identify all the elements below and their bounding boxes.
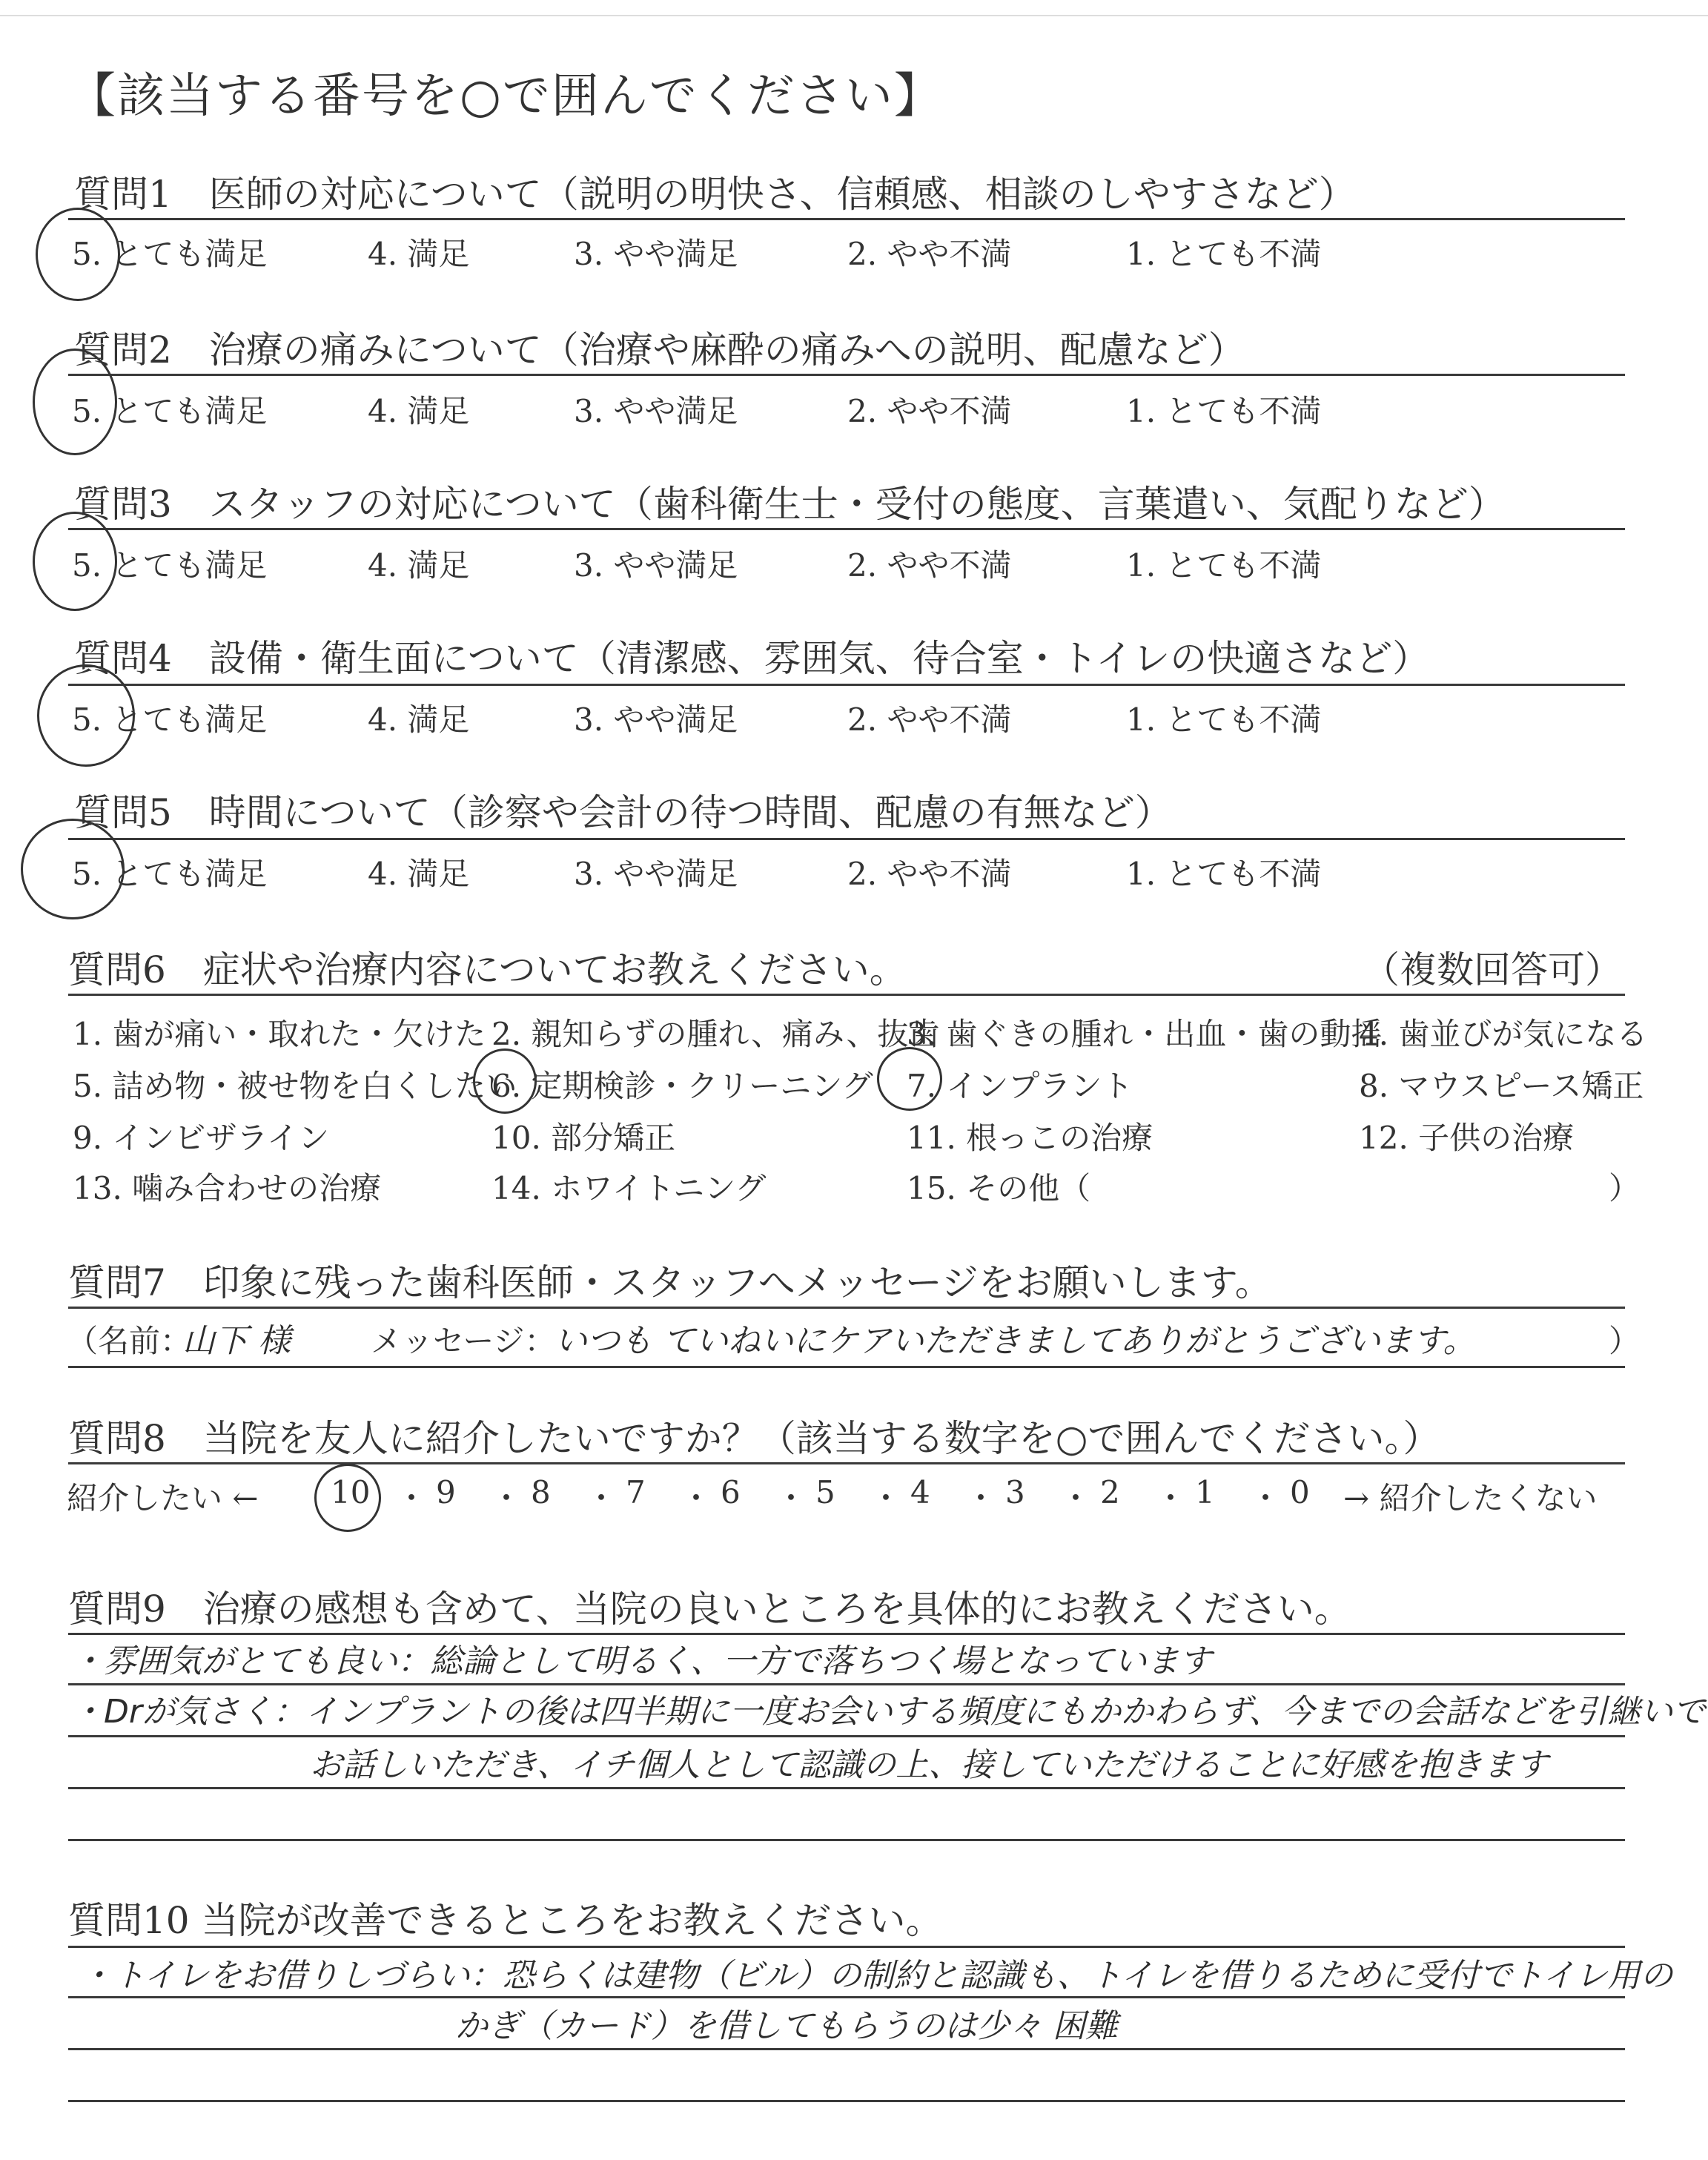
q9-answer-line-2: ・Drが気さく：インプラントの後は四半期に一度お会いする頻度にもかかわらず、今までの会話などを引継いで bbox=[71, 1693, 1706, 1731]
q5-option-2[interactable]: 2. やや不満 bbox=[847, 856, 1012, 892]
question-5-title: 質問5 時間について（診察や会計の待つ時間、配慮の有無など） bbox=[74, 791, 1172, 834]
q8-scale-8[interactable]: 8 bbox=[531, 1474, 551, 1510]
q2-option-5[interactable]: 5. とても満足 bbox=[72, 393, 268, 429]
page-header: 【該当する番号を○で囲んでください】 bbox=[68, 69, 943, 124]
q4-option-3[interactable]: 3. やや満足 bbox=[574, 701, 738, 738]
q6-item-3[interactable]: 3. 歯ぐきの腫れ・出血・歯の動揺 bbox=[907, 1016, 1383, 1052]
q3-option-2[interactable]: 2. やや不満 bbox=[847, 547, 1012, 584]
q8-scale-1[interactable]: 1 bbox=[1195, 1474, 1215, 1510]
q3-option-5[interactable]: 5. とても満足 bbox=[72, 547, 268, 584]
q8-scale-4[interactable]: 4 bbox=[910, 1474, 930, 1510]
q3-option-4[interactable]: 4. 満足 bbox=[368, 547, 470, 584]
q6-item-7[interactable]: 7. インプラント bbox=[907, 1068, 1133, 1104]
q6-item-2[interactable]: 2. 親知らずの腫れ、痛み、抜歯 bbox=[491, 1016, 940, 1052]
q7-name-value: 山下 様 bbox=[182, 1322, 291, 1360]
scale-separator: ・ bbox=[396, 1480, 428, 1516]
q1-option-3[interactable]: 3. やや満足 bbox=[574, 236, 738, 272]
selection-circle bbox=[877, 1047, 942, 1111]
rule bbox=[68, 994, 1625, 996]
q6-item-5[interactable]: 5. 詰め物・被せ物を白くしたい bbox=[73, 1068, 517, 1104]
q8-scale-2[interactable]: 2 bbox=[1100, 1474, 1120, 1510]
question-7-title: 質問7 印象に残った歯科医師・スタッフへメッセージをお願いします。 bbox=[68, 1261, 1272, 1304]
q5-option-1[interactable]: 1. とても不満 bbox=[1126, 856, 1322, 892]
q7-message-value: いつも ていねいにケアいただきましてありがとうございます。 bbox=[555, 1322, 1476, 1360]
question-1-title: 質問1 医師の対応について（説明の明快さ、信頼感、相談のしやすさなど） bbox=[74, 173, 1356, 216]
q5-option-5[interactable]: 5. とても満足 bbox=[72, 856, 268, 892]
scale-separator: ・ bbox=[775, 1480, 807, 1516]
question-6-title: 質問6 症状や治療内容についてお教えください。 bbox=[68, 948, 907, 991]
q7-close: ） bbox=[1609, 1323, 1641, 1359]
q6-item-8[interactable]: 8. マウスピース矯正 bbox=[1359, 1068, 1644, 1104]
question-9-title: 質問9 治療の感想も含めて、当院の良いところを具体的にお教えください。 bbox=[68, 1588, 1351, 1631]
q8-scale-10[interactable]: 10 bbox=[331, 1474, 371, 1510]
selection-circle bbox=[36, 208, 120, 301]
rule bbox=[68, 218, 1625, 220]
scale-separator: ・ bbox=[1060, 1480, 1092, 1516]
rule bbox=[68, 528, 1625, 530]
rule bbox=[68, 1946, 1625, 1948]
q6-item-10[interactable]: 10. 部分矯正 bbox=[491, 1120, 676, 1156]
q3-option-3[interactable]: 3. やや満足 bbox=[574, 547, 738, 584]
question-2-title: 質問2 治療の痛みについて（治療や麻酔の痛みへの説明、配慮など） bbox=[74, 328, 1245, 371]
q6-item-4[interactable]: 4. 歯並びが気になる bbox=[1359, 1016, 1648, 1052]
rule bbox=[68, 684, 1625, 686]
rule bbox=[68, 2048, 1625, 2050]
rule bbox=[68, 1462, 1625, 1464]
q6-item-1[interactable]: 1. 歯が痛い・取れた・欠けた bbox=[73, 1016, 486, 1052]
q2-option-2[interactable]: 2. やや不満 bbox=[847, 393, 1012, 429]
q6-item-9[interactable]: 9. インビザライン bbox=[73, 1120, 330, 1156]
selection-circle bbox=[37, 664, 135, 767]
rule bbox=[68, 1996, 1625, 1998]
q9-answer-line-1: ・雰囲気がとても良い：総論として明るく、一方で落ちつく場となっています bbox=[71, 1642, 1212, 1680]
scale-separator: ・ bbox=[1155, 1480, 1187, 1516]
q7-message-label: メッセージ： bbox=[371, 1323, 556, 1359]
q1-option-4[interactable]: 4. 満足 bbox=[368, 236, 470, 272]
scale-separator: ・ bbox=[681, 1480, 712, 1516]
q8-scale-6[interactable]: 6 bbox=[721, 1474, 741, 1510]
rule bbox=[68, 374, 1625, 376]
selection-circle bbox=[33, 512, 117, 611]
q10-answer-line-2: かぎ（カード）を借してもらうのは少々 困難 bbox=[455, 2007, 1118, 2045]
q6-other-close: ） bbox=[1609, 1170, 1641, 1206]
question-8-title: 質問8 当院を友人に紹介したいですか？（該当する数字を○で囲んでください。） bbox=[68, 1417, 1440, 1460]
rule bbox=[68, 1366, 1625, 1368]
question-6-note: （複数回答可） bbox=[1363, 948, 1622, 991]
rule bbox=[68, 2100, 1625, 2102]
scale-separator: ・ bbox=[965, 1480, 997, 1516]
q6-item-12[interactable]: 12. 子供の治療 bbox=[1359, 1120, 1575, 1156]
question-3-title: 質問3 スタッフの対応について（歯科衛生士・受付の態度、言葉遣い、気配りなど） bbox=[74, 483, 1506, 526]
q1-option-5[interactable]: 5. とても満足 bbox=[72, 236, 268, 272]
q8-left-label: 紹介したい ← bbox=[67, 1480, 259, 1516]
q2-option-3[interactable]: 3. やや満足 bbox=[574, 393, 738, 429]
q2-option-1[interactable]: 1. とても不満 bbox=[1126, 393, 1322, 429]
q2-option-4[interactable]: 4. 満足 bbox=[368, 393, 470, 429]
question-10-title: 質問10 当院が改善できるところをお教えください。 bbox=[68, 1899, 943, 1942]
q8-right-label: → 紹介したくない bbox=[1343, 1480, 1598, 1516]
q4-option-1[interactable]: 1. とても不満 bbox=[1126, 701, 1322, 738]
q4-option-2[interactable]: 2. やや不満 bbox=[847, 701, 1012, 738]
scale-separator: ・ bbox=[870, 1480, 902, 1516]
q1-option-2[interactable]: 2. やや不満 bbox=[847, 236, 1012, 272]
selection-circle bbox=[21, 819, 125, 919]
scale-separator: ・ bbox=[586, 1480, 618, 1516]
q4-option-5[interactable]: 5. とても満足 bbox=[72, 701, 268, 738]
q8-scale-5[interactable]: 5 bbox=[815, 1474, 835, 1510]
scan-edge bbox=[0, 15, 1708, 16]
q6-item-15[interactable]: 15. その他（ bbox=[907, 1170, 1091, 1206]
rule bbox=[68, 1735, 1625, 1737]
rule bbox=[68, 1787, 1625, 1789]
q5-option-4[interactable]: 4. 満足 bbox=[368, 856, 470, 892]
scale-separator: ・ bbox=[1250, 1480, 1282, 1516]
q6-item-13[interactable]: 13. 噛み合わせの治療 bbox=[73, 1170, 382, 1206]
q6-item-11[interactable]: 11. 根っこの治療 bbox=[907, 1120, 1153, 1156]
selection-circle bbox=[314, 1464, 381, 1532]
q5-option-3[interactable]: 3. やや満足 bbox=[574, 856, 738, 892]
q4-option-4[interactable]: 4. 満足 bbox=[368, 701, 470, 738]
selection-circle bbox=[33, 349, 117, 455]
rule bbox=[68, 1307, 1625, 1309]
q3-option-1[interactable]: 1. とても不満 bbox=[1126, 547, 1322, 584]
q1-option-1[interactable]: 1. とても不満 bbox=[1126, 236, 1322, 272]
q7-name-label: （名前： bbox=[67, 1323, 192, 1359]
q6-item-14[interactable]: 14. ホワイトニング bbox=[491, 1170, 767, 1206]
rule bbox=[68, 1839, 1625, 1841]
q9-answer-line-3: お話しいただき、イチ個人として認識の上、接していただけることに好感を抱きます bbox=[310, 1746, 1549, 1784]
selection-circle bbox=[473, 1048, 537, 1114]
scale-separator: ・ bbox=[491, 1480, 523, 1516]
q8-scale-9[interactable]: 9 bbox=[436, 1474, 456, 1510]
question-4-title: 質問4 設備・衛生面について（清潔感、雰囲気、待合室・トイレの快適さなど） bbox=[74, 637, 1430, 680]
rule bbox=[68, 838, 1625, 840]
q8-scale-3[interactable]: 3 bbox=[1005, 1474, 1025, 1510]
q8-scale-0[interactable]: 0 bbox=[1290, 1474, 1310, 1510]
q6-item-6[interactable]: 6. 定期検診・クリーニング bbox=[491, 1068, 873, 1104]
q8-scale-7[interactable]: 7 bbox=[626, 1474, 646, 1510]
q10-answer-line-1: ・トイレをお借りしづらい：恐らくは建物（ビル）の制約と認識も、トイレを借りるために受付でトイレ用の bbox=[80, 1957, 1673, 1995]
